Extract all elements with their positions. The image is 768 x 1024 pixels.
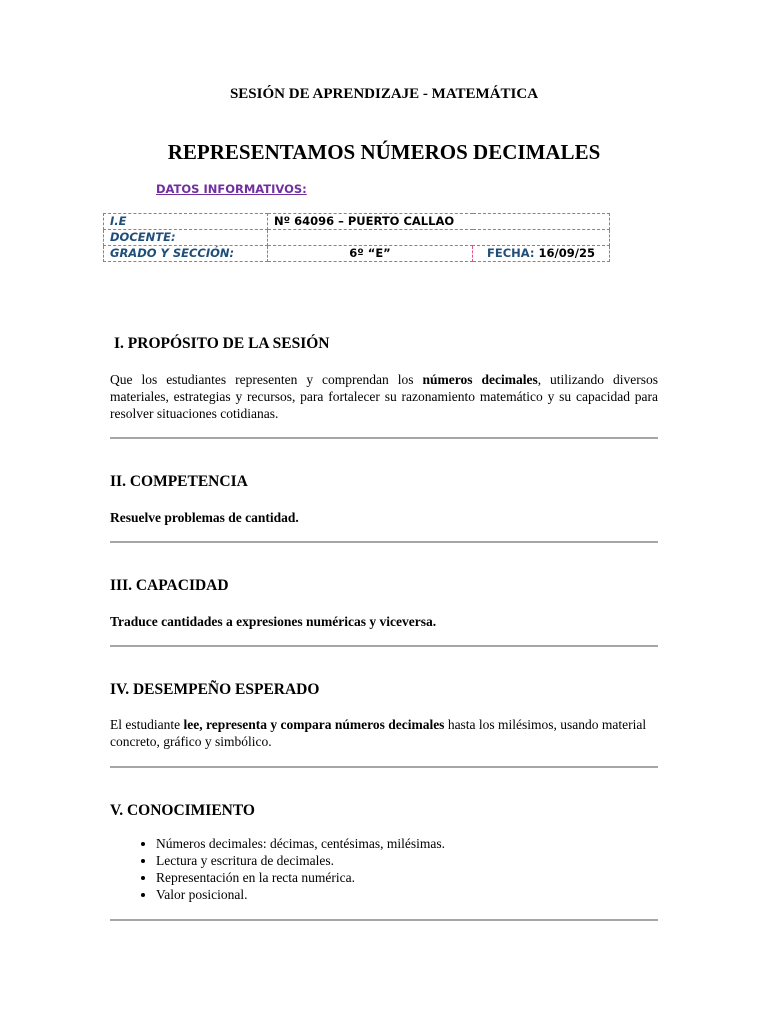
info-table [103, 213, 610, 262]
list-item: • Valor posicional. [156, 886, 445, 903]
table-row [104, 246, 610, 262]
fecha-label: FECHA: [487, 246, 535, 260]
desempeno-text-bold: lee, representa y compara números decimales [183, 717, 445, 732]
competencia-text: Resuelve problemas de cantidad. [110, 510, 299, 525]
section-divider [110, 541, 658, 543]
ie-label: I.E [104, 214, 268, 230]
section-divider [110, 766, 658, 768]
desempeno-text [110, 716, 658, 750]
section-heading-capacidad: III. CAPACIDAD [110, 577, 229, 594]
list-item: • Representación en la recta numérica. [156, 869, 445, 886]
ie-value: Nº 64096 – PUERTO CALLAO [268, 214, 610, 230]
page-title: REPRESENTAMOS NÚMEROS DECIMALES [167, 140, 601, 164]
section-divider [110, 645, 658, 647]
proposito-text-start: Que los estudiantes representen y comprendan los [110, 372, 423, 387]
conocimiento-list [110, 835, 445, 903]
proposito-text [110, 371, 658, 422]
table-row [104, 214, 610, 230]
grado-value: 6º “E” [268, 246, 473, 262]
table-row [104, 230, 610, 246]
section-heading-proposito: I. PROPÓSITO DE LA SESIÓN [114, 335, 330, 352]
section-heading-competencia: II. COMPETENCIA [110, 473, 248, 490]
datos-informativos-label: DATOS INFORMATIVOS: [156, 182, 307, 196]
proposito-text-bold: números decimales [422, 372, 538, 387]
docente-value [268, 230, 610, 246]
capacidad-text: Traduce cantidades a expresiones numéricas y viceversa. [110, 614, 437, 629]
fecha-cell [473, 246, 610, 262]
proposito-text-end: , utilizando diversos materiales, estrategias y recursos, para fortalecer su razonamiento matemático y su capacidad para resolver situaciones cotidianas. [110, 372, 659, 421]
list-item: • Lectura y escritura de decimales. [156, 852, 445, 869]
section-divider [110, 437, 658, 439]
session-pretitle: SESIÓN DE APRENDIZAJE - MATEMÁTICA [229, 86, 539, 102]
section-heading-conocimiento: V. CONOCIMIENTO [110, 802, 255, 819]
list-item: • Números decimales: décimas, centésimas, milésimas. [156, 835, 445, 852]
section-heading-desempeno: IV. DESEMPEÑO ESPERADO [110, 681, 320, 698]
docente-label: DOCENTE: [104, 230, 268, 246]
section-divider [110, 919, 658, 921]
fecha-value: 16/09/25 [538, 246, 595, 260]
grado-label: GRADO Y SECCIÓN: [104, 246, 268, 262]
desempeno-text-start: El estudiante [110, 717, 184, 732]
desempeno-text-end: hasta los milésimos, usando material concreto, gráfico y simbólico. [110, 717, 647, 749]
